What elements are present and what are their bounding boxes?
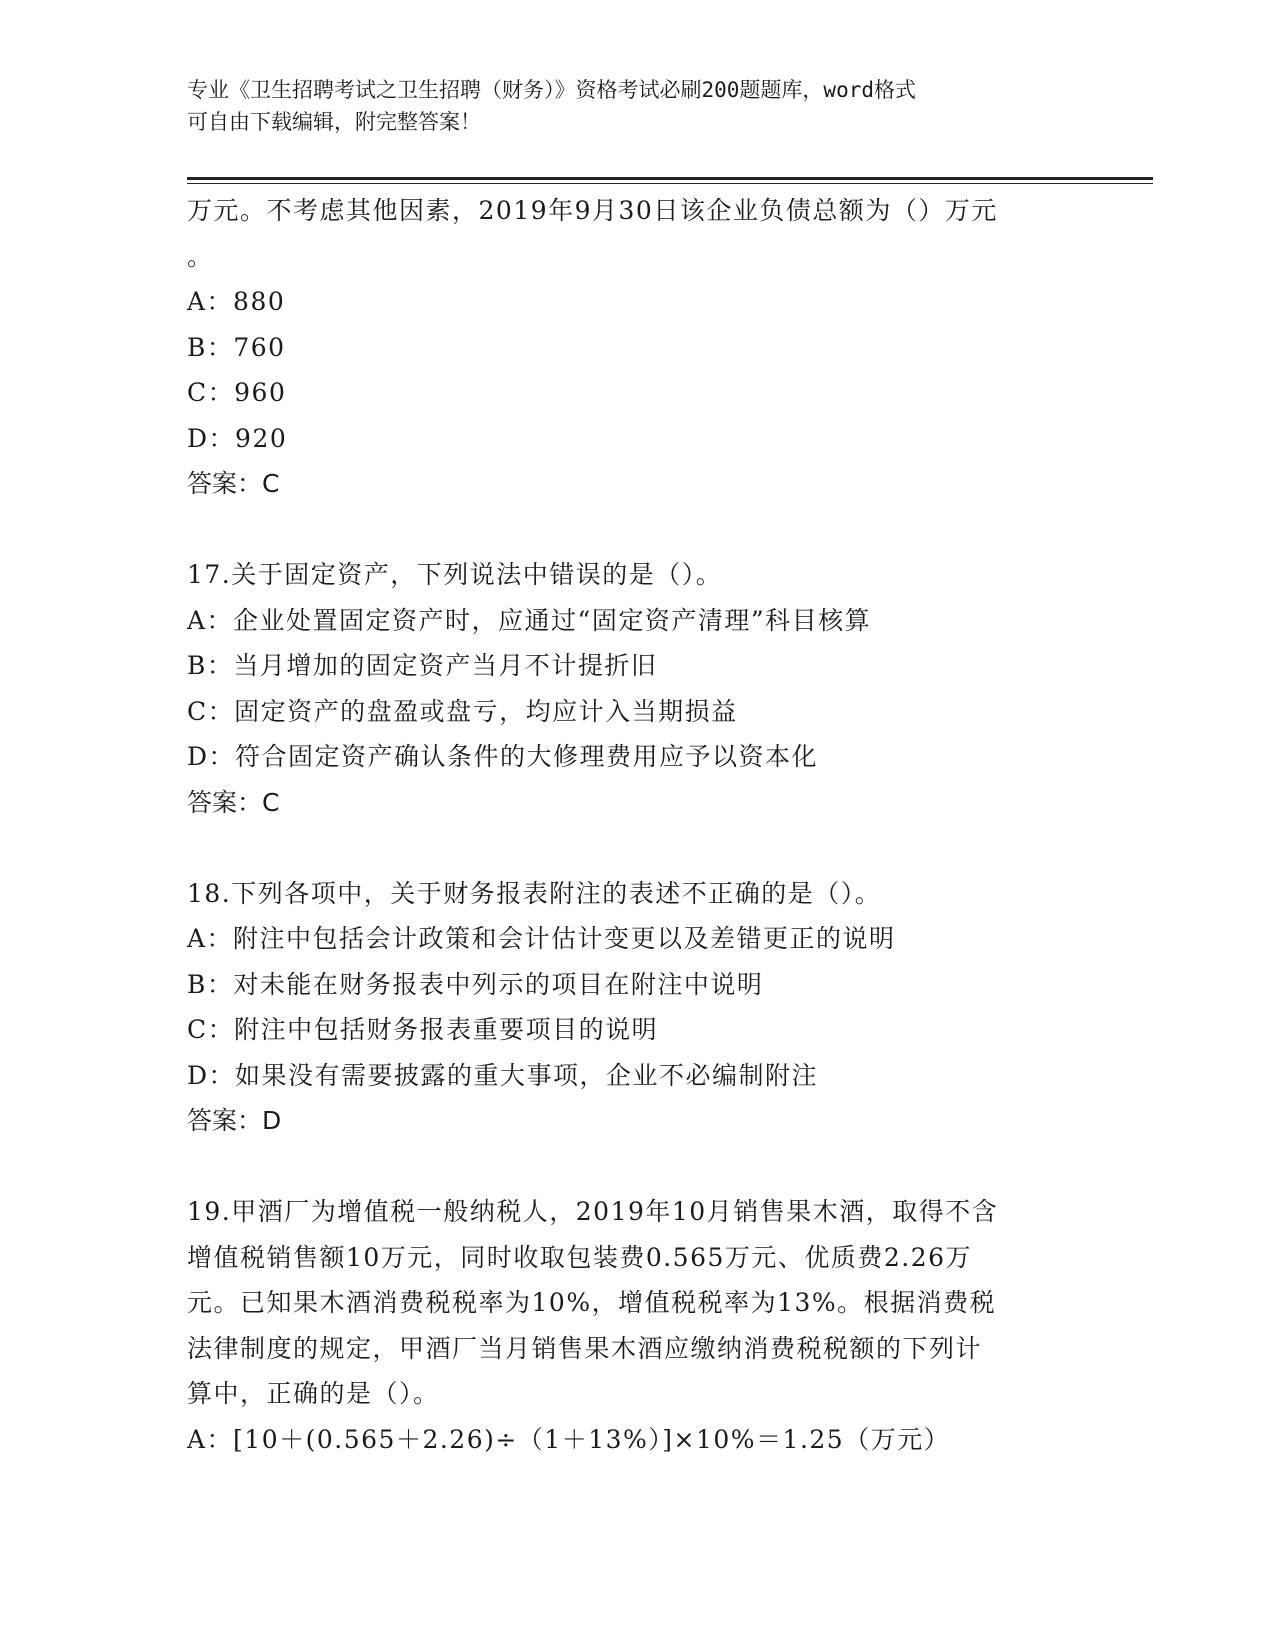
spacer — [187, 825, 1087, 871]
answer-label: 答案：C — [187, 469, 280, 498]
answer-label: 答案：D — [187, 1106, 282, 1135]
question-stem: 增值税销售额10万元，同时收取包装费0.565万元、优质费2.26万 — [187, 1242, 973, 1272]
spacer — [187, 1144, 1087, 1190]
question-stem: 万元。不考虑其他因素，2019年9月30日该企业负债总额为（）万元 — [187, 196, 998, 225]
question-stem: 法律制度的规定，甲酒厂当月销售果木酒应缴纳消费税税额的下列计 — [187, 1333, 983, 1363]
option-d: D：如果没有需要披露的重大事项，企业不必编制附注 — [187, 1060, 819, 1090]
question-17 — [187, 552, 1087, 825]
page-header — [187, 74, 1067, 138]
option-c: C：960 — [187, 378, 287, 407]
option-a: A：880 — [187, 287, 286, 316]
option-d: D：920 — [187, 423, 288, 453]
header-divider-thick — [187, 177, 1153, 180]
header-title-line-1: 专业《卫生招聘考试之卫生招聘（财务）》资格考试必刷200题题库，word格式 — [187, 78, 916, 102]
header-divider-thin — [187, 183, 1153, 184]
option-d: D：符合固定资产确认条件的大修理费用应予以资本化 — [187, 742, 819, 771]
question-stem: 元。已知果木酒消费税税率为10%，增值税税率为13%。根据消费税 — [187, 1288, 997, 1317]
option-c: C：固定资产的盘盈或盘亏，均应计入当期损益 — [187, 696, 738, 726]
option-c: C：附注中包括财务报表重要项目的说明 — [187, 1015, 659, 1044]
option-a: A：附注中包括会计政策和会计估计变更以及差错更正的说明 — [187, 924, 896, 953]
question-18 — [187, 871, 1087, 1144]
option-a: A：[10＋(0.565＋2.26)÷（1＋13%）]×10%＝1.25（万元） — [187, 1424, 951, 1454]
question-stem: 19.甲酒厂为增值税一般纳税人，2019年10月销售果木酒，取得不含 — [187, 1197, 999, 1226]
question-stem: 18.下列各项中，关于财务报表附注的表述不正确的是（）。 — [187, 878, 882, 908]
option-a: A：企业处置固定资产时，应通过“固定资产清理”科目核算 — [187, 605, 872, 635]
option-b: B：760 — [187, 332, 286, 362]
question-stem: 算中，正确的是（）。 — [187, 1379, 440, 1408]
answer-label: 答案：C — [187, 787, 280, 817]
question-16 — [187, 188, 1087, 507]
spacer — [187, 507, 1087, 553]
question-stem: 。 — [187, 241, 214, 271]
option-b: B：当月增加的固定资产当月不计提折旧 — [187, 651, 658, 680]
option-b: B：对未能在财务报表中列示的项目在附注中说明 — [187, 969, 764, 999]
question-19 — [187, 1189, 1087, 1462]
question-stem: 17.关于固定资产，下列说法中错误的是（）。 — [187, 560, 723, 589]
header-title-line-2: 可自由下载编辑，附完整答案！ — [187, 110, 481, 134]
question-content — [187, 188, 1087, 1462]
